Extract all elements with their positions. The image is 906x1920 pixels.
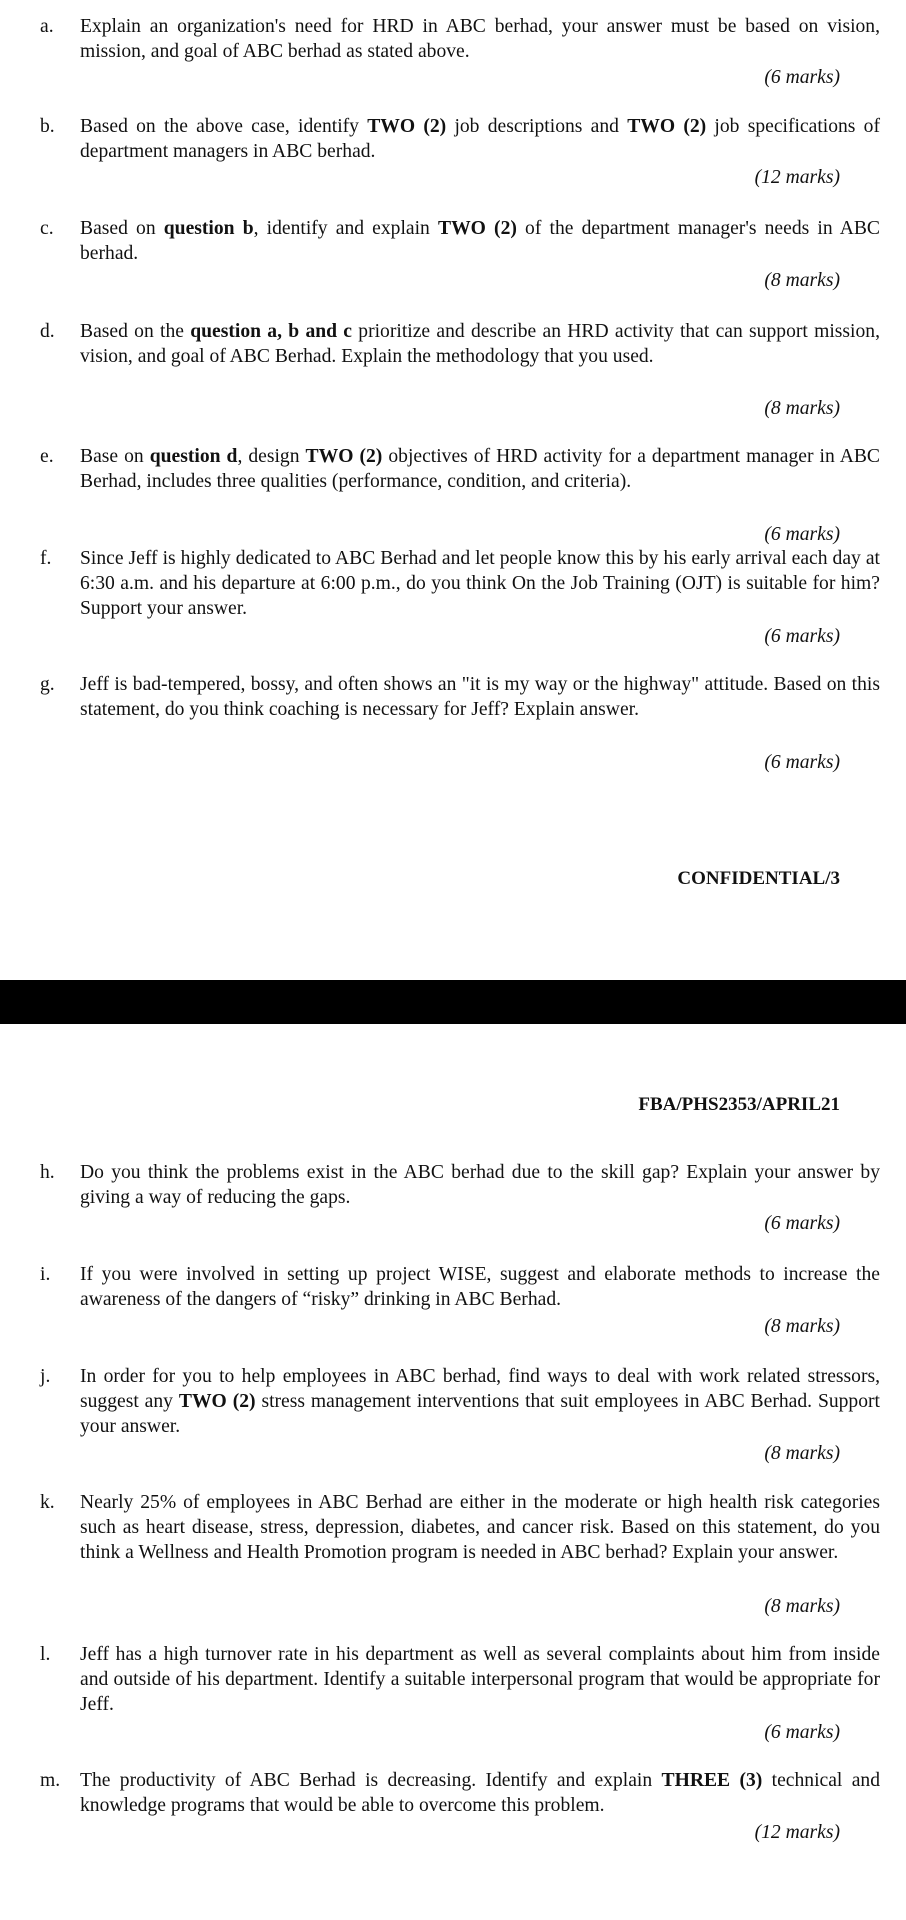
marks-f: (6 marks) bbox=[764, 626, 840, 647]
question-text: Explain an organization's need for HRD in ABC berhad, your answer must be based on vision, mission, and goal of ABC berhad as stated above. bbox=[80, 16, 880, 62]
question-text: Do you think the problems exist in the ABC berhad due to the skill gap? Explain your answer by giving a way of reducing the gaps. bbox=[80, 1162, 880, 1208]
question-letter: i. bbox=[40, 1264, 51, 1285]
page-separator-band bbox=[0, 980, 906, 1024]
question-letter: k. bbox=[40, 1492, 55, 1513]
question-letter: f. bbox=[40, 548, 52, 569]
question-text: The productivity of ABC Berhad is decreasing. Identify and explain THREE (3) technical and knowledge programs that would be able to overcome this problem. bbox=[80, 1770, 881, 1816]
question-text: Based on question b, identify and explain TWO (2) of the department manager's needs in ABC berhad. bbox=[80, 218, 880, 264]
marks-e: (6 marks) bbox=[764, 524, 840, 545]
question-letter: g. bbox=[40, 674, 55, 695]
question-letter: j. bbox=[40, 1366, 51, 1387]
question-letter: c. bbox=[40, 218, 54, 239]
question-letter: h. bbox=[40, 1162, 55, 1183]
marks-b: (12 marks) bbox=[754, 167, 840, 188]
question-text: Based on the question a, b and c prioritize and describe an HRD activity that can support mission, vision, and goal of ABC Berhad. Explain the methodology that you used. bbox=[80, 321, 880, 367]
question-text: Since Jeff is highly dedicated to ABC Berhad and let people know this by his early arrival each day at 6:30 a.m. and his departure at 6:00 p.m., do you think On the Job Training (OJT) is suitable for him? Support your answer. bbox=[80, 548, 880, 619]
page-header-code: FBA/PHS2353/APRIL21 bbox=[638, 1094, 840, 1115]
marks-l: (6 marks) bbox=[764, 1722, 840, 1743]
question-letter: a. bbox=[40, 16, 54, 37]
question-letter: m. bbox=[40, 1770, 61, 1791]
marks-d: (8 marks) bbox=[764, 398, 840, 419]
marks-k: (8 marks) bbox=[764, 1596, 840, 1617]
question-text: In order for you to help employees in ABC berhad, find ways to deal with work related stressors, suggest any TWO (2) stress management interventions that suit employees in ABC Berhad. Support your answer. bbox=[80, 1366, 880, 1437]
marks-i: (8 marks) bbox=[764, 1316, 840, 1337]
page-footer-confidential: CONFIDENTIAL/3 bbox=[677, 868, 840, 889]
question-text: Nearly 25% of employees in ABC Berhad are either in the moderate or high health risk categories such as heart disease, stress, depression, diabetes, and cancer risk. Based on this statement, do you think a Wellness and Health Promotion program is needed in ABC berhad? Explain your answer. bbox=[80, 1492, 880, 1563]
marks-c: (8 marks) bbox=[764, 270, 840, 291]
marks-a: (6 marks) bbox=[764, 67, 840, 88]
question-letter: e. bbox=[40, 446, 54, 467]
marks-g: (6 marks) bbox=[764, 752, 840, 773]
question-text: Jeff has a high turnover rate in his department as well as several complaints about him from inside and outside of his department. Identify a suitable interpersonal program that would be appropriate for Jeff. bbox=[80, 1644, 880, 1715]
marks-m: (12 marks) bbox=[754, 1822, 840, 1843]
question-letter: d. bbox=[40, 321, 55, 342]
question-text: Base on question d, design TWO (2) objectives of HRD activity for a department manager in ABC Berhad, includes three qualities (performance, condition, and criteria). bbox=[80, 446, 881, 492]
question-text: If you were involved in setting up project WISE, suggest and elaborate methods to increase the awareness of the dangers of “risky” drinking in ABC Berhad. bbox=[80, 1264, 880, 1310]
marks-j: (8 marks) bbox=[764, 1443, 840, 1464]
question-text: Based on the above case, identify TWO (2) job descriptions and TWO (2) job specifications of department managers in ABC berhad. bbox=[80, 116, 880, 162]
question-letter: l. bbox=[40, 1644, 51, 1665]
question-letter: b. bbox=[40, 116, 55, 137]
marks-h: (6 marks) bbox=[764, 1213, 840, 1234]
question-text: Jeff is bad-tempered, bossy, and often shows an "it is my way or the highway" attitude. Based on this statement, do you think coaching is necessary for Jeff? Explain answer. bbox=[80, 674, 880, 720]
